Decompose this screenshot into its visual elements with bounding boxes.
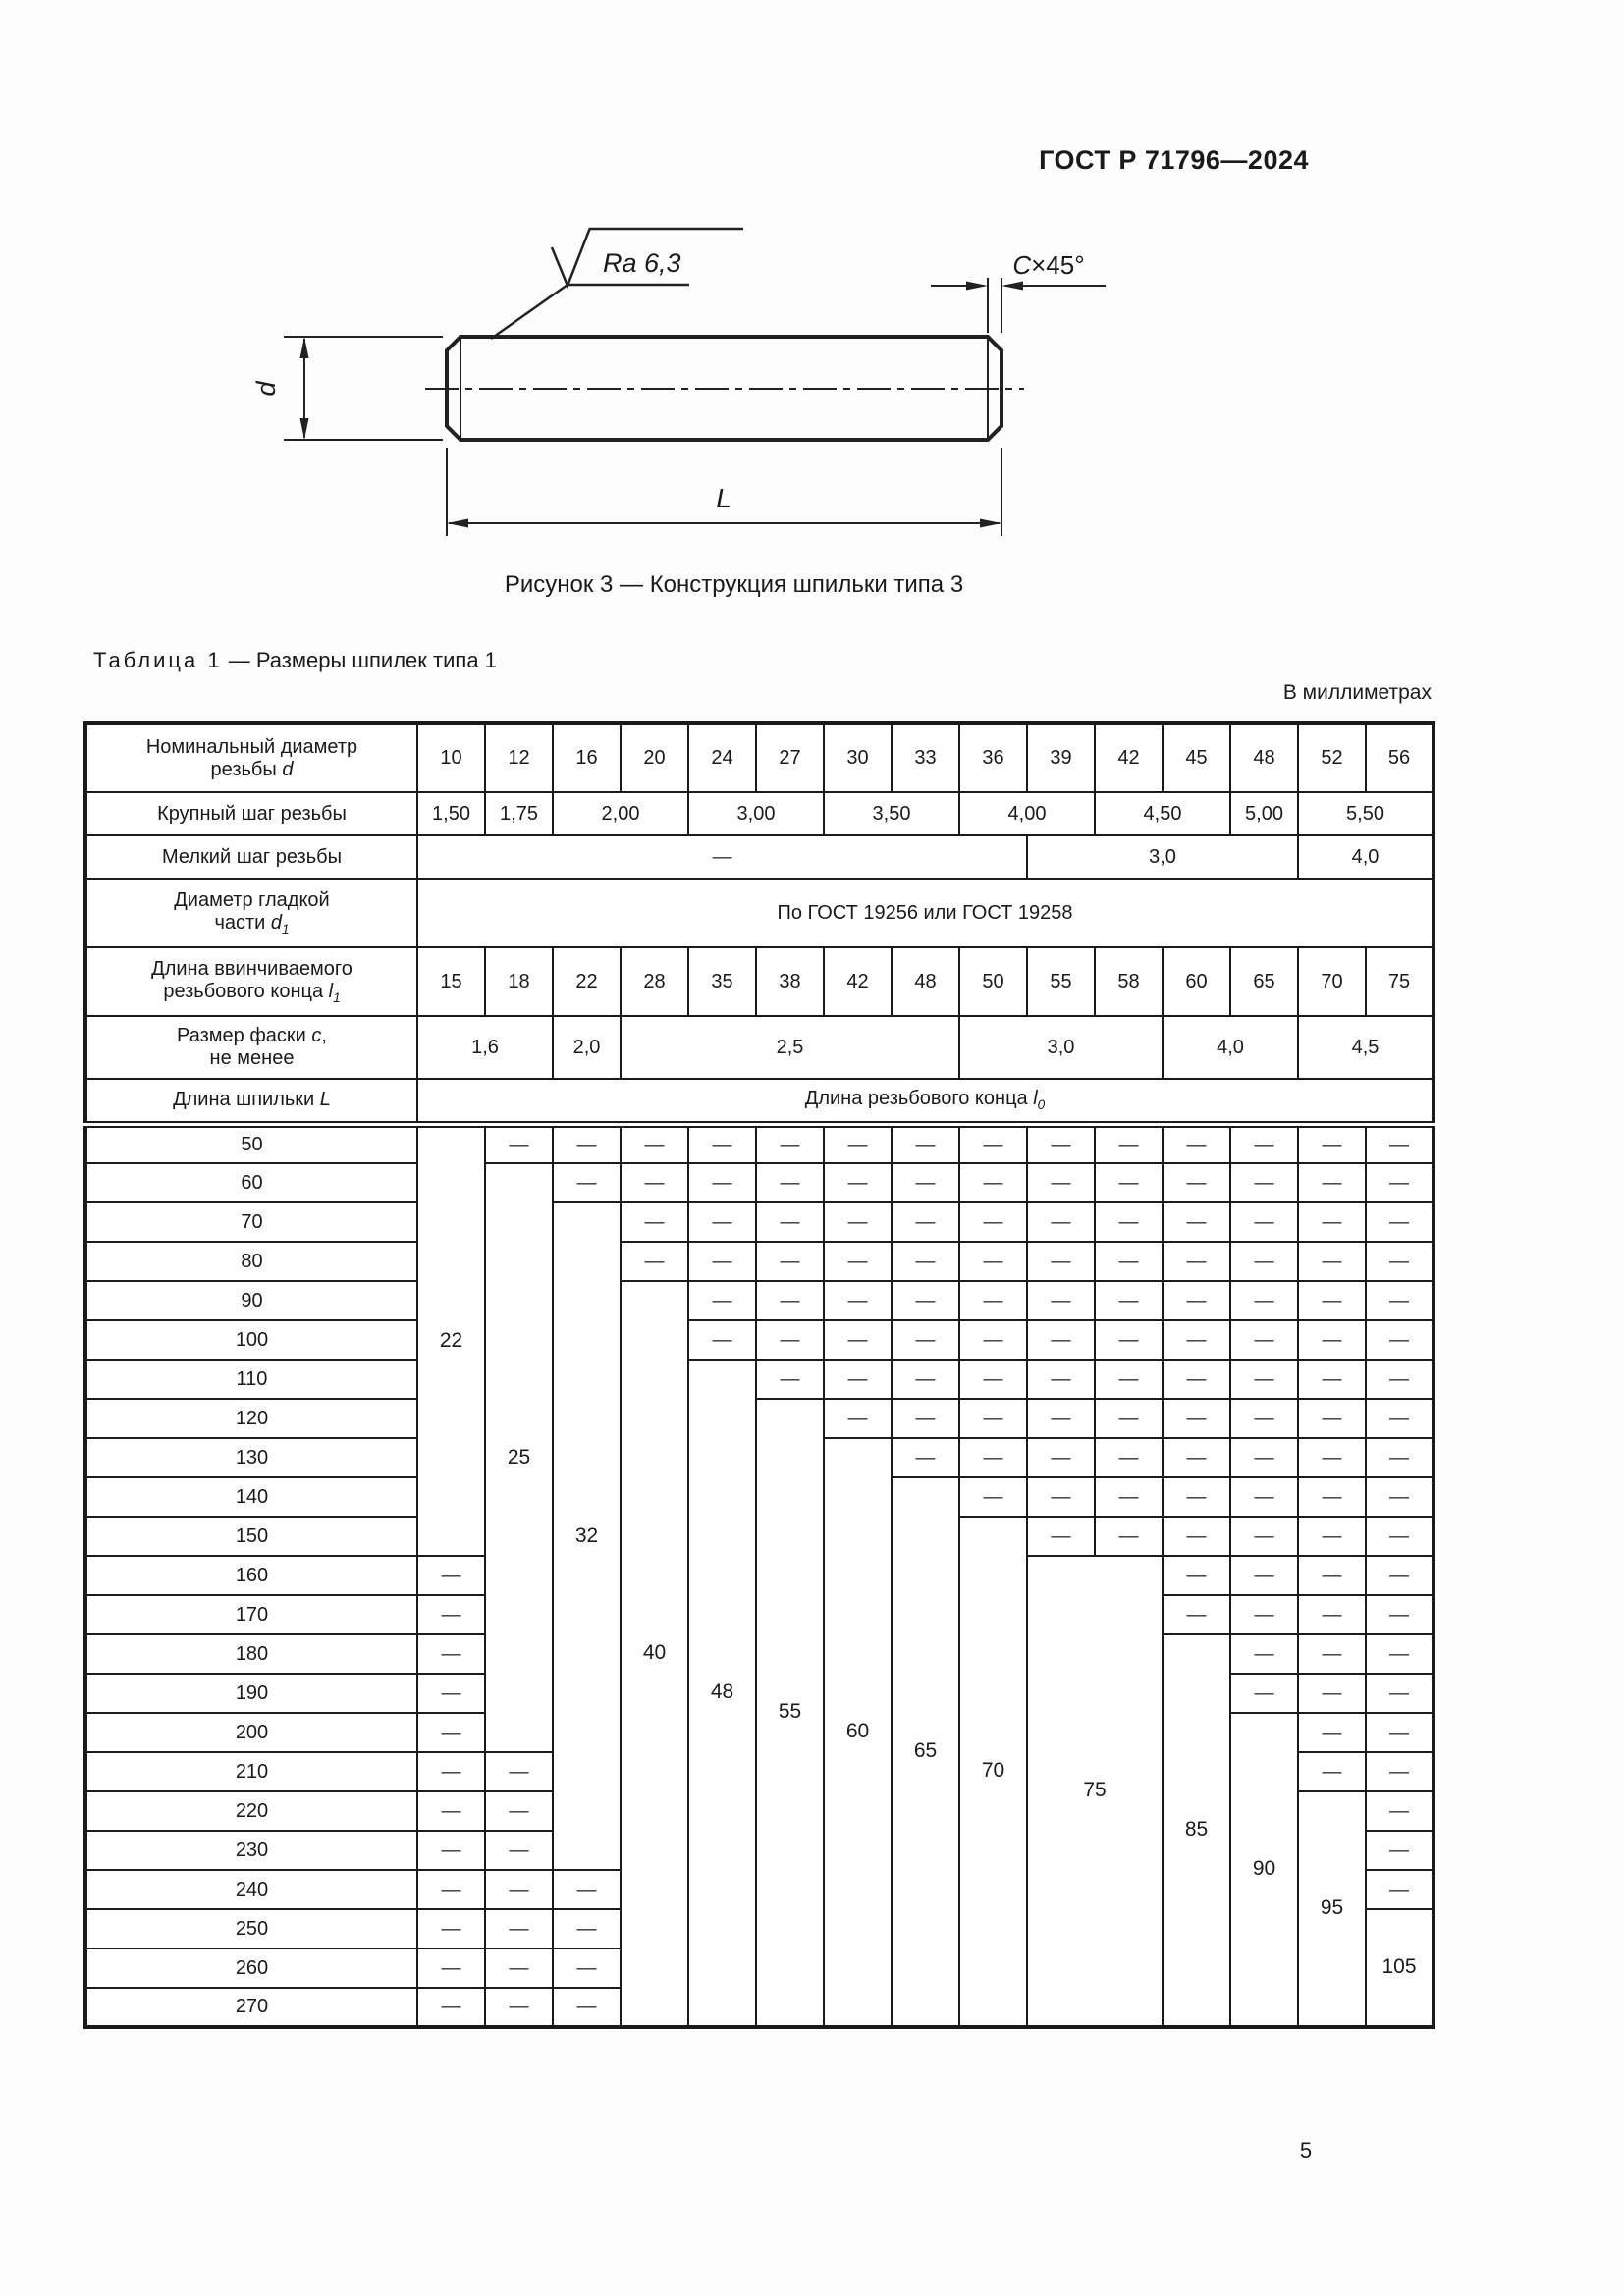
dash-cell: — [1366, 1870, 1434, 1909]
dash-cell: — [553, 1988, 621, 2027]
stud-length-row-50 [85, 1124, 1434, 1163]
screwed-end-value-cell: 65 [1230, 947, 1298, 1016]
length-cell: 240 [85, 1870, 417, 1909]
dash-cell: — [1366, 1163, 1434, 1202]
dash-cell: — [1366, 1399, 1434, 1438]
dash-cell: — [1298, 1124, 1366, 1163]
screwed-end-value-cell: 18 [485, 947, 553, 1016]
dash-cell: — [553, 1870, 621, 1909]
dash-cell: — [1230, 1202, 1298, 1242]
l0-value-cell: 32 [553, 1202, 621, 1870]
roughness-label: Ra 6,3 [603, 248, 681, 278]
coarse-pitch-value-cell: 4,50 [1095, 792, 1230, 835]
coarse-pitch-value-cell: 5,50 [1298, 792, 1434, 835]
dash-cell: — [1298, 1556, 1366, 1595]
dash-cell: — [959, 1163, 1027, 1202]
screwed-end-value-cell: 38 [756, 947, 824, 1016]
length-cell: 110 [85, 1360, 417, 1399]
length-cell: 130 [85, 1438, 417, 1477]
length-cell: 120 [85, 1399, 417, 1438]
screwed-end-value-cell: 50 [959, 947, 1027, 1016]
diameter-value-cell: 39 [1027, 723, 1095, 792]
length-cell: 230 [85, 1831, 417, 1870]
diameter-value-cell: 48 [1230, 723, 1298, 792]
diameter-value-cell: 10 [417, 723, 485, 792]
screwed-end-value-cell: 75 [1366, 947, 1434, 1016]
dash-cell: — [1163, 1320, 1230, 1360]
row-label-stud-length: Длина шпильки L [85, 1079, 417, 1124]
dash-cell: — [1095, 1163, 1163, 1202]
page-number: 5 [1299, 2138, 1313, 2163]
l0-value-cell: 90 [1230, 1713, 1298, 2027]
dash-cell: — [1163, 1517, 1230, 1556]
dash-cell: — [1298, 1752, 1366, 1791]
dash-cell: — [417, 1595, 485, 1634]
dash-cell: — [1298, 1360, 1366, 1399]
figure-drawing [0, 0, 1624, 648]
dash-cell: — [1298, 1399, 1366, 1438]
dash-cell: — [1298, 1517, 1366, 1556]
dash-cell: — [1163, 1399, 1230, 1438]
dash-cell: — [688, 1202, 756, 1242]
dash-cell: — [1298, 1595, 1366, 1634]
header-row-fine-pitch [85, 835, 1434, 879]
chamfer-size-value-cell: 2,5 [621, 1016, 959, 1079]
dash-cell: — [1366, 1242, 1434, 1281]
dash-cell: — [688, 1124, 756, 1163]
dash-cell: — [1027, 1281, 1095, 1320]
length-cell: 70 [85, 1202, 417, 1242]
table-caption-title: — Размеры шпилек типа 1 [222, 648, 497, 672]
dash-cell: — [892, 1438, 959, 1477]
coarse-pitch-value-cell: 3,00 [688, 792, 824, 835]
dash-cell: — [1366, 1752, 1434, 1791]
dash-cell: — [1095, 1360, 1163, 1399]
stud-length-row-100 [85, 1320, 1434, 1360]
dash-cell: — [1230, 1438, 1298, 1477]
diameter-label: d [251, 381, 281, 397]
coarse-pitch-value-cell: 1,75 [485, 792, 553, 835]
screwed-end-value-cell: 22 [553, 947, 621, 1016]
screwed-end-value-cell: 28 [621, 947, 688, 1016]
dash-cell: — [1027, 1438, 1095, 1477]
dash-cell: — [892, 1163, 959, 1202]
dash-cell: — [1230, 1517, 1298, 1556]
screwed-end-value-cell: 35 [688, 947, 756, 1016]
dash-cell: — [892, 1202, 959, 1242]
dash-cell: — [824, 1163, 892, 1202]
l0-value-cell: 85 [1163, 1634, 1230, 2027]
length-cell: 270 [85, 1988, 417, 2027]
dash-cell: — [1163, 1595, 1230, 1634]
chamfer-size-value-cell: 2,0 [553, 1016, 621, 1079]
dash-cell: — [1366, 1360, 1434, 1399]
diameter-value-cell: 30 [824, 723, 892, 792]
screwed-end-value-cell: 70 [1298, 947, 1366, 1016]
dash-cell: — [756, 1281, 824, 1320]
dash-cell: — [959, 1360, 1027, 1399]
diameter-value-cell: 16 [553, 723, 621, 792]
dash-cell: — [1298, 1477, 1366, 1517]
dimensions-table-wrap [83, 721, 1435, 2029]
dash-cell: — [1366, 1674, 1434, 1713]
table-caption [93, 648, 497, 673]
chamfer-size-value-cell: 4,0 [1163, 1016, 1298, 1079]
dash-cell: — [1027, 1163, 1095, 1202]
screwed-end-value-cell: 55 [1027, 947, 1095, 1016]
dash-cell: — [824, 1360, 892, 1399]
length-cell: 140 [85, 1477, 417, 1517]
coarse-pitch-value-cell: 2,00 [553, 792, 688, 835]
dash-cell: — [959, 1124, 1027, 1163]
fine-pitch-value-cell: 4,0 [1298, 835, 1434, 879]
stud-length-row-120 [85, 1399, 1434, 1438]
dash-cell: — [485, 1791, 553, 1831]
dash-cell: — [621, 1124, 688, 1163]
dash-cell: — [756, 1124, 824, 1163]
dash-cell: — [1163, 1438, 1230, 1477]
stud-length-row-90 [85, 1281, 1434, 1320]
l0-value-cell: 60 [824, 1438, 892, 2027]
diameter-value-cell: 12 [485, 723, 553, 792]
chamfer-label: C×45° [1012, 250, 1085, 280]
dash-cell: — [756, 1242, 824, 1281]
row-label-fine-pitch: Мелкий шаг резьбы [85, 835, 417, 879]
l0-value-cell: 40 [621, 1281, 688, 2027]
stud-dimensions-table [83, 721, 1435, 2029]
dash-cell: — [1095, 1202, 1163, 1242]
dash-cell: — [1230, 1674, 1298, 1713]
diameter-value-cell: 42 [1095, 723, 1163, 792]
dash-cell: — [621, 1163, 688, 1202]
length-cell: 180 [85, 1634, 417, 1674]
stud-length-row-60 [85, 1163, 1434, 1202]
dash-cell: — [417, 1752, 485, 1791]
l0-value-cell: 70 [959, 1517, 1027, 2027]
diameter-value-cell: 52 [1298, 723, 1366, 792]
header-row-screwed-end [85, 947, 1434, 1016]
dash-cell: — [417, 1949, 485, 1988]
dash-cell: — [756, 1360, 824, 1399]
dash-cell: — [959, 1477, 1027, 1517]
dash-cell: — [485, 1949, 553, 1988]
dash-cell: — [1027, 1477, 1095, 1517]
dash-cell: — [1163, 1281, 1230, 1320]
dash-cell: — [892, 1124, 959, 1163]
dash-cell: — [1366, 1634, 1434, 1674]
dash-cell: — [1027, 1399, 1095, 1438]
standard-reference-header: ГОСТ Р 71796—2024 [1039, 145, 1309, 175]
screwed-end-value-cell: 60 [1163, 947, 1230, 1016]
dash-cell: — [1027, 1202, 1095, 1242]
dash-cell: — [621, 1202, 688, 1242]
dash-cell: — [892, 1399, 959, 1438]
dash-cell: — [959, 1242, 1027, 1281]
dash-cell: — [1298, 1202, 1366, 1242]
dash-cell: — [1027, 1124, 1095, 1163]
dash-cell: — [417, 1909, 485, 1949]
dash-cell: — [959, 1281, 1027, 1320]
length-cell: 200 [85, 1713, 417, 1752]
row-label-coarse-pitch: Крупный шаг резьбы [85, 792, 417, 835]
length-label: L [716, 483, 731, 513]
dash-cell: — [553, 1949, 621, 1988]
dash-cell: — [1366, 1517, 1434, 1556]
dash-cell: — [1366, 1438, 1434, 1477]
coarse-pitch-value-cell: 5,00 [1230, 792, 1298, 835]
dash-cell: — [485, 1870, 553, 1909]
diameter-value-cell: 24 [688, 723, 756, 792]
dash-cell: — [1095, 1320, 1163, 1360]
dash-cell: — [892, 1242, 959, 1281]
dash-cell: — [1095, 1517, 1163, 1556]
row-label-diameter: Номинальный диаметр резьбы d [85, 723, 417, 792]
header-row-smooth-dia [85, 879, 1434, 947]
dash-cell: — [1298, 1674, 1366, 1713]
dash-cell: — [1298, 1320, 1366, 1360]
screwed-end-value-cell: 48 [892, 947, 959, 1016]
dash-cell: — [1095, 1477, 1163, 1517]
row-label-smooth-dia: Диаметр гладкой части $d_1$ [85, 879, 417, 947]
row-label-chamfer-size: Размер фаски c, не менее [85, 1016, 417, 1079]
length-cell: 250 [85, 1909, 417, 1949]
dash-cell: — [1230, 1124, 1298, 1163]
dash-cell: — [1366, 1124, 1434, 1163]
header-row-coarse-pitch [85, 792, 1434, 835]
dash-cell: — [959, 1438, 1027, 1477]
diameter-value-cell: 45 [1163, 723, 1230, 792]
dash-cell: — [1163, 1556, 1230, 1595]
dash-cell: — [1027, 1320, 1095, 1360]
length-cell: 160 [85, 1556, 417, 1595]
diameter-value-cell: 56 [1366, 723, 1434, 792]
dash-cell: — [1298, 1281, 1366, 1320]
dash-cell: — [485, 1831, 553, 1870]
dash-cell: — [1230, 1163, 1298, 1202]
dash-cell: — [1366, 1477, 1434, 1517]
roughness-symbol [491, 228, 743, 339]
dash-cell: — [485, 1124, 553, 1163]
dash-cell: — [553, 1163, 621, 1202]
dash-cell: — [1027, 1517, 1095, 1556]
length-cell: 190 [85, 1674, 417, 1713]
diameter-value-cell: 33 [892, 723, 959, 792]
dash-cell: — [756, 1320, 824, 1360]
l0-value-cell: 65 [892, 1477, 959, 2027]
dash-cell: — [1230, 1281, 1298, 1320]
figure-caption: Рисунок 3 — Конструкция шпильки типа 3 [504, 571, 964, 598]
dash-cell: — [892, 1360, 959, 1399]
l0-value-cell: 55 [756, 1399, 824, 2027]
dash-cell: — [1163, 1477, 1230, 1517]
l0-value-cell: 25 [485, 1163, 553, 1752]
dash-cell: — [1163, 1242, 1230, 1281]
dash-cell: — [1366, 1281, 1434, 1320]
diameter-value-cell: 27 [756, 723, 824, 792]
dash-cell: — [824, 1124, 892, 1163]
dash-cell: — [1095, 1281, 1163, 1320]
screwed-end-value-cell: 15 [417, 947, 485, 1016]
coarse-pitch-value-cell: 3,50 [824, 792, 959, 835]
chamfer-size-value-cell: 4,5 [1298, 1016, 1434, 1079]
diameter-value-cell: 36 [959, 723, 1027, 792]
dash-cell: — [824, 1399, 892, 1438]
fine-pitch-value-cell: 3,0 [1027, 835, 1298, 879]
dash-cell: — [417, 1713, 485, 1752]
header-row-stud-length [85, 1079, 1434, 1124]
dash-cell: — [417, 1870, 485, 1909]
dash-cell: — [1163, 1163, 1230, 1202]
dash-cell: — [1230, 1360, 1298, 1399]
dash-cell: — [1027, 1360, 1095, 1399]
dash-cell: — [688, 1242, 756, 1281]
l0-value-cell: 48 [688, 1360, 756, 2027]
dash-cell: — [553, 1124, 621, 1163]
dash-cell: — [688, 1281, 756, 1320]
dash-cell: — [892, 1281, 959, 1320]
stud-length-row-80 [85, 1242, 1434, 1281]
dash-cell: — [1163, 1202, 1230, 1242]
dash-cell: — [756, 1163, 824, 1202]
length-cell: 170 [85, 1595, 417, 1634]
dash-cell: — [1095, 1242, 1163, 1281]
dash-cell: — [485, 1988, 553, 2027]
dash-cell: — [1366, 1713, 1434, 1752]
dash-cell: — [1298, 1713, 1366, 1752]
dash-cell: — [553, 1909, 621, 1949]
dash-cell: — [1230, 1634, 1298, 1674]
diameter-value-cell: 20 [621, 723, 688, 792]
dash-cell: — [688, 1163, 756, 1202]
length-cell: 220 [85, 1791, 417, 1831]
l0-value-cell: 75 [1027, 1556, 1163, 2027]
stud-length-row-110 [85, 1360, 1434, 1399]
units-note: В миллиметрах [1282, 681, 1432, 704]
l0-value-cell: 105 [1366, 1909, 1434, 2027]
dash-cell: — [417, 1556, 485, 1595]
dash-cell: — [1366, 1595, 1434, 1634]
length-cell: 260 [85, 1949, 417, 1988]
dash-cell: — [1230, 1595, 1298, 1634]
diameter-dimension [284, 337, 443, 440]
dash-cell: — [1095, 1124, 1163, 1163]
dash-cell: — [824, 1320, 892, 1360]
stud-length-row-70 [85, 1202, 1434, 1242]
dash-cell: — [1366, 1320, 1434, 1360]
row-label-screwed-end: Длина ввинчиваемого резьбового конца $l_1$ [85, 947, 417, 1016]
dash-cell: — [1366, 1202, 1434, 1242]
dash-cell: — [1366, 1831, 1434, 1870]
dash-cell: — [417, 1634, 485, 1674]
dash-cell: — [892, 1320, 959, 1360]
length-cell: 210 [85, 1752, 417, 1791]
dash-cell: — [485, 1752, 553, 1791]
dash-cell: — [1230, 1242, 1298, 1281]
fine-pitch-value-cell: — [417, 835, 1027, 879]
dash-cell: — [1298, 1634, 1366, 1674]
header-row-chamfer-size [85, 1016, 1434, 1079]
dash-cell: — [959, 1320, 1027, 1360]
l0-value-cell: 22 [417, 1124, 485, 1556]
screwed-end-value-cell: 42 [824, 947, 892, 1016]
screwed-end-value-cell: 58 [1095, 947, 1163, 1016]
dash-cell: — [1230, 1320, 1298, 1360]
dash-cell: — [1095, 1399, 1163, 1438]
dash-cell: — [1298, 1163, 1366, 1202]
header-row-diameter [85, 723, 1434, 792]
dash-cell: — [1230, 1477, 1298, 1517]
chamfer-size-value-cell: 1,6 [417, 1016, 553, 1079]
dash-cell: — [824, 1242, 892, 1281]
dash-cell: — [824, 1202, 892, 1242]
length-cell: 100 [85, 1320, 417, 1360]
chamfer-size-value-cell: 3,0 [959, 1016, 1163, 1079]
coarse-pitch-value-cell: 1,50 [417, 792, 485, 835]
dash-cell: — [621, 1242, 688, 1281]
dash-cell: — [824, 1281, 892, 1320]
dash-cell: — [417, 1831, 485, 1870]
smooth-dia-value-cell: По ГОСТ 19256 или ГОСТ 19258 [417, 879, 1434, 947]
length-cell: 50 [85, 1124, 417, 1163]
dash-cell: — [417, 1674, 485, 1713]
dash-cell: — [959, 1202, 1027, 1242]
dash-cell: — [1163, 1360, 1230, 1399]
dash-cell: — [1366, 1556, 1434, 1595]
coarse-pitch-value-cell: 4,00 [959, 792, 1095, 835]
length-cell: 90 [85, 1281, 417, 1320]
l0-value-cell: 95 [1298, 1791, 1366, 2027]
dash-cell: — [688, 1320, 756, 1360]
dash-cell: — [417, 1791, 485, 1831]
dash-cell: — [1230, 1556, 1298, 1595]
length-cell: 80 [85, 1242, 417, 1281]
dash-cell: — [1298, 1438, 1366, 1477]
dash-cell: — [1027, 1242, 1095, 1281]
dash-cell: — [1366, 1791, 1434, 1831]
dash-cell: — [959, 1399, 1027, 1438]
dash-cell: — [1163, 1124, 1230, 1163]
dash-cell: — [485, 1909, 553, 1949]
length-cell: 150 [85, 1517, 417, 1556]
length-cell: 60 [85, 1163, 417, 1202]
chamfer-dimension [931, 278, 1106, 333]
stud-length-value-cell: Длина резьбового конца $l_0$ [417, 1079, 1434, 1124]
dash-cell: — [1298, 1242, 1366, 1281]
dash-cell: — [1230, 1399, 1298, 1438]
dash-cell: — [417, 1988, 485, 2027]
dash-cell: — [1095, 1438, 1163, 1477]
dash-cell: — [756, 1202, 824, 1242]
table-caption-number: Таблица 1 [93, 648, 223, 672]
